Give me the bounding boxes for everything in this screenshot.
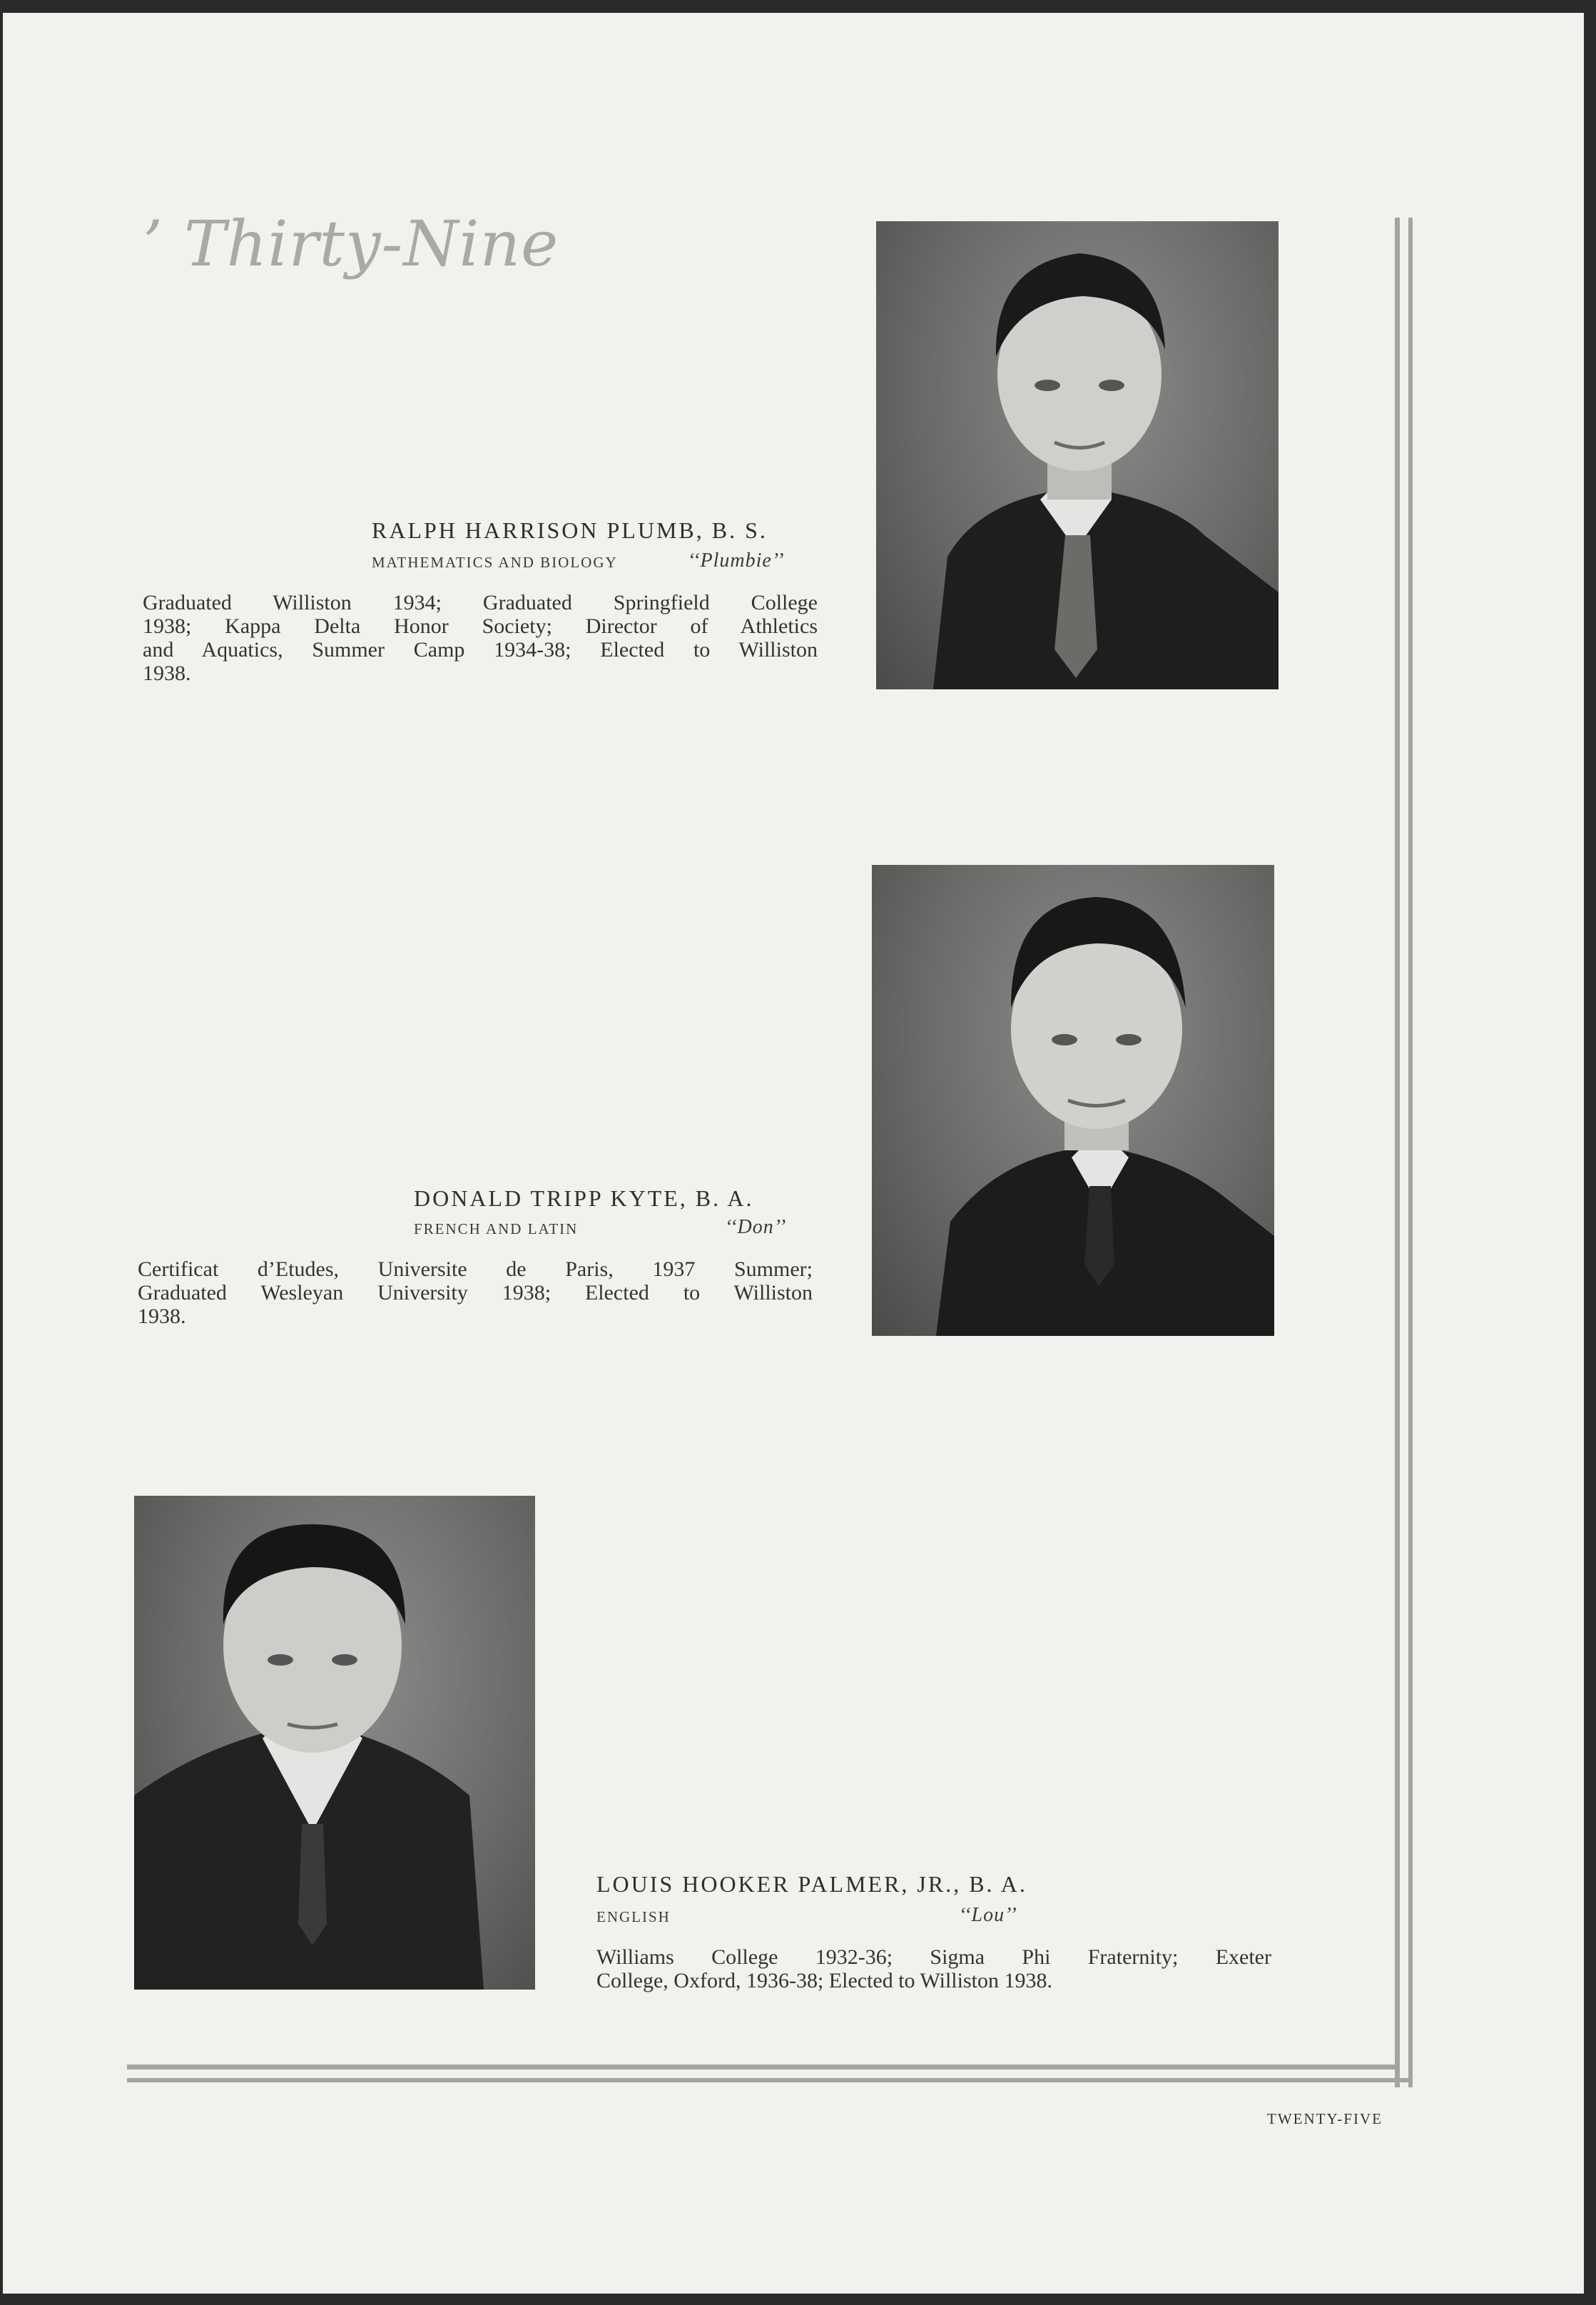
section-title: ’ Thirty-Nine <box>143 207 559 280</box>
border-rule-horizontal-top <box>127 2065 1400 2070</box>
entry-studies: FRENCH AND LATIN <box>414 1220 579 1237</box>
entry-nickname: ‘‘Plumbie’’ <box>688 549 785 572</box>
bio-line: and Aquatics, Summer Camp 1934-38; Elected to Williston <box>143 638 818 662</box>
entry-bio <box>138 1257 813 1328</box>
bio-line: 1938. <box>143 662 191 685</box>
entry-studies: ENGLISH <box>596 1908 671 1925</box>
entry-bio <box>143 591 818 685</box>
portrait-photo-plumb <box>876 221 1279 689</box>
bio-line: Certificat d’Etudes, Universite de Paris, 1937 Summer; <box>138 1257 813 1281</box>
portrait-photo-palmer <box>134 1496 535 1990</box>
bio-line: Williams College 1932-36; Sigma Phi Fraternity; Exeter <box>596 1945 1271 1969</box>
border-rule-vertical-inner <box>1408 218 1413 2087</box>
entry-nickname: ‘‘Lou’’ <box>959 1904 1017 1926</box>
entry-studies: MATHEMATICS AND BIOLOGY <box>372 554 618 571</box>
bio-line: College, Oxford, 1936-38; Elected to Williston 1938. <box>596 1969 1052 1992</box>
page-number: TWENTY-FIVE <box>1267 2110 1383 2127</box>
bio-line: Graduated Wesleyan University 1938; Elected to Williston <box>138 1281 813 1305</box>
border-rule-horizontal-bottom <box>127 2078 1413 2082</box>
entry-bio <box>596 1945 1271 1992</box>
border-rule-vertical-outer <box>1395 218 1400 2087</box>
entry-name: DONALD TRIPP KYTE, B. A. <box>414 1185 754 1211</box>
portrait-photo-kyte <box>872 865 1274 1336</box>
bio-line: 1938; Kappa Delta Honor Society; Director of Athletics <box>143 614 818 638</box>
entry-nickname: ‘‘Don’’ <box>725 1216 787 1238</box>
bio-line: Graduated Williston 1934; Graduated Springfield College <box>143 591 818 614</box>
yearbook-page <box>3 13 1584 2294</box>
entry-name: LOUIS HOOKER PALMER, JR., B. A. <box>596 1871 1027 1897</box>
entry-name: RALPH HARRISON PLUMB, B. S. <box>372 517 768 543</box>
bio-line: 1938. <box>138 1305 186 1328</box>
